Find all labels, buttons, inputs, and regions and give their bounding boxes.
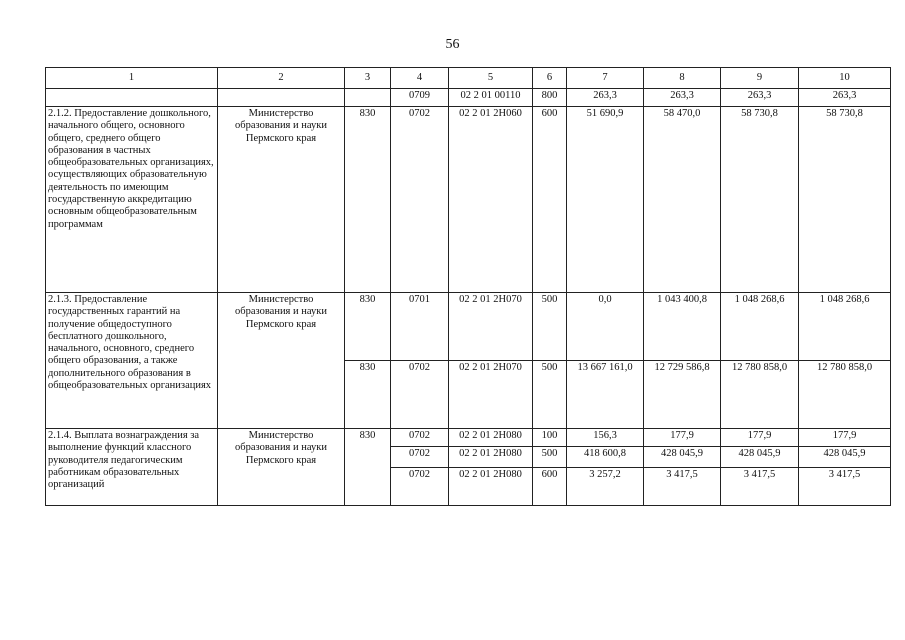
cell-amount-col10: 12 780 858,0 [799, 361, 891, 429]
cell-amount-col9: 3 417,5 [721, 468, 799, 506]
cell-target-article: 02 2 01 00110 [449, 89, 533, 107]
cell-amount-col8: 428 045,9 [644, 447, 721, 468]
cell-amount-col7: 51 690,9 [567, 107, 644, 293]
cell-amount-col8: 12 729 586,8 [644, 361, 721, 429]
header-cell: 6 [533, 68, 567, 89]
cell-empty [345, 89, 391, 107]
cell-section: 0702 [391, 429, 449, 447]
cell-amount-col8: 3 417,5 [644, 468, 721, 506]
cell-amount-col9: 12 780 858,0 [721, 361, 799, 429]
cell-item-name: 2.1.4. Выплата вознаграждения за выполнение функций классного руководителя педагогическим работникам образовательных организаций [46, 429, 218, 506]
header-cell: 9 [721, 68, 799, 89]
cell-section: 0702 [391, 447, 449, 468]
header-cell: 4 [391, 68, 449, 89]
cell-section: 0709 [391, 89, 449, 107]
cell-section: 0702 [391, 468, 449, 506]
cell-expense-type: 500 [533, 361, 567, 429]
cell-target-article: 02 2 01 2Н070 [449, 361, 533, 429]
budget-table [45, 67, 891, 506]
cell-expense-type: 600 [533, 107, 567, 293]
table-row-item-2-1-2 [46, 107, 891, 293]
cell-amount-col9: 263,3 [721, 89, 799, 107]
cell-expense-type: 500 [533, 447, 567, 468]
header-cell: 10 [799, 68, 891, 89]
cell-amount-col7: 156,3 [567, 429, 644, 447]
cell-amount-col8: 263,3 [644, 89, 721, 107]
cell-amount-col7: 418 600,8 [567, 447, 644, 468]
header-cell: 5 [449, 68, 533, 89]
table-row-item-2-1-3a [46, 293, 891, 361]
cell-amount-col8: 58 470,0 [644, 107, 721, 293]
cell-amount-col7: 0,0 [567, 293, 644, 361]
page-number: 56 [445, 37, 460, 52]
cell-ministry: Министерство образования и науки Пермского края [218, 107, 345, 293]
cell-expense-type: 600 [533, 468, 567, 506]
cell-amount-col9: 177,9 [721, 429, 799, 447]
cell-amount-col9: 58 730,8 [721, 107, 799, 293]
cell-amount-col10: 3 417,5 [799, 468, 891, 506]
cell-section: 0702 [391, 361, 449, 429]
cell-amount-col8: 1 043 400,8 [644, 293, 721, 361]
cell-section: 0702 [391, 107, 449, 293]
cell-amount-col9: 1 048 268,6 [721, 293, 799, 361]
cell-code: 830 [345, 107, 391, 293]
cell-expense-type: 800 [533, 89, 567, 107]
table-row-item-2-1-4a [46, 429, 891, 447]
cell-expense-type: 100 [533, 429, 567, 447]
cell-amount-col8: 177,9 [644, 429, 721, 447]
cell-amount-col10: 58 730,8 [799, 107, 891, 293]
cell-section: 0701 [391, 293, 449, 361]
cell-code: 830 [345, 429, 391, 506]
cell-code: 830 [345, 293, 391, 361]
cell-target-article: 02 2 01 2Н070 [449, 293, 533, 361]
table-row-continuation [46, 89, 891, 107]
cell-amount-col7: 3 257,2 [567, 468, 644, 506]
header-cell: 8 [644, 68, 721, 89]
cell-code: 830 [345, 361, 391, 429]
cell-amount-col10: 263,3 [799, 89, 891, 107]
cell-target-article: 02 2 01 2Н080 [449, 447, 533, 468]
cell-ministry: Министерство образования и науки Пермского края [218, 293, 345, 429]
cell-amount-col10: 428 045,9 [799, 447, 891, 468]
cell-empty [218, 89, 345, 107]
cell-item-name: 2.1.3. Предоставление государственных гарантий на получение общедоступного бесплатного дошкольного, начального, основного, среднего общего образования, а также дополнительного образования в общеобразовательных организациях [46, 293, 218, 429]
cell-amount-col9: 428 045,9 [721, 447, 799, 468]
header-cell: 3 [345, 68, 391, 89]
cell-amount-col10: 1 048 268,6 [799, 293, 891, 361]
cell-amount-col7: 263,3 [567, 89, 644, 107]
cell-target-article: 02 2 01 2Н060 [449, 107, 533, 293]
cell-target-article: 02 2 01 2Н080 [449, 468, 533, 506]
header-cell: 1 [46, 68, 218, 89]
cell-amount-col7: 13 667 161,0 [567, 361, 644, 429]
header-cell: 7 [567, 68, 644, 89]
table-header-row [46, 68, 891, 89]
cell-empty [46, 89, 218, 107]
cell-amount-col10: 177,9 [799, 429, 891, 447]
cell-target-article: 02 2 01 2Н080 [449, 429, 533, 447]
header-cell: 2 [218, 68, 345, 89]
cell-item-name: 2.1.2. Предоставление дошкольного, начального общего, основного общего, среднего общего образования в частных общеобразовательных организациях, осуществляющих образовательную деятельность по имеющим государственную аккредитацию основным общеобразовательным программам [46, 107, 218, 293]
cell-expense-type: 500 [533, 293, 567, 361]
cell-ministry: Министерство образования и науки Пермского края [218, 429, 345, 506]
